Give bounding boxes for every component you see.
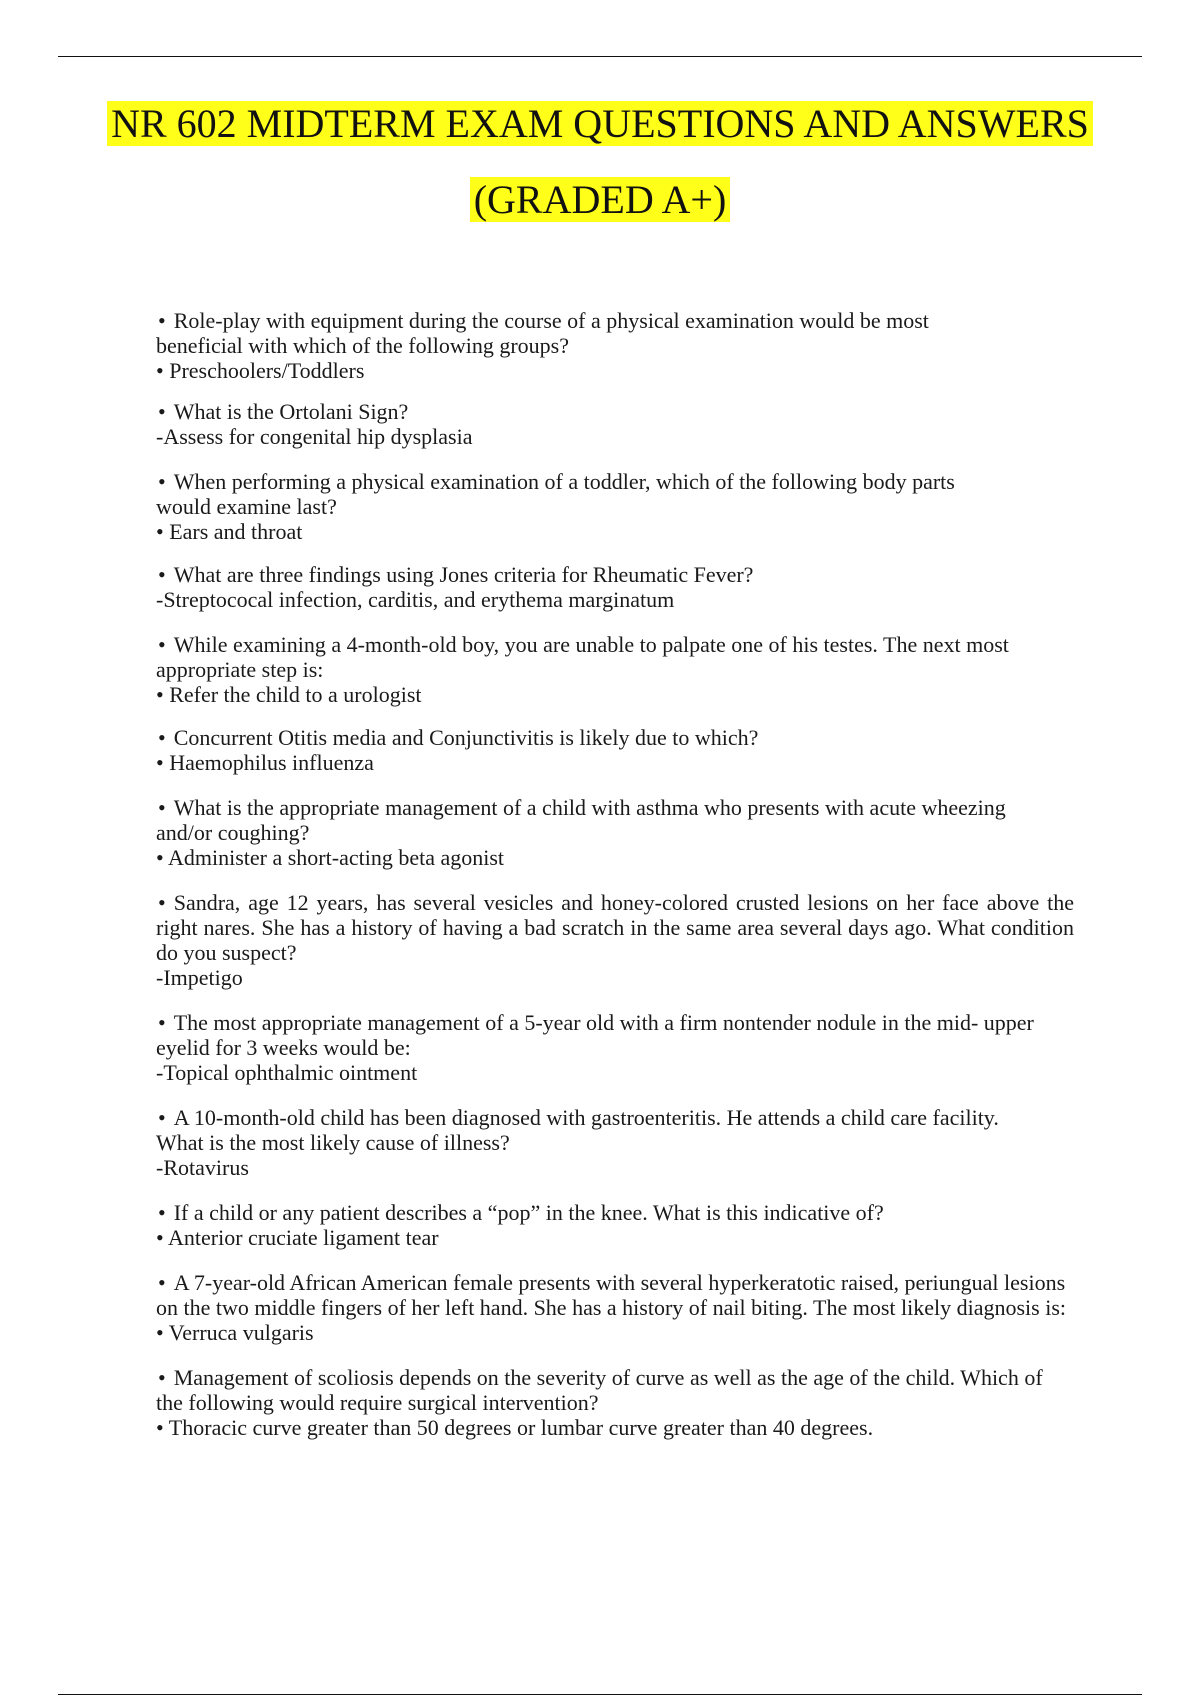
answer: • Ears and throat	[156, 519, 303, 544]
question	[156, 1105, 1036, 1155]
answer: • Thoracic curve greater than 50 degrees or lumbar curve greater than 40 degrees.	[156, 1415, 874, 1440]
bullet: •	[158, 725, 166, 750]
title-line-2	[0, 174, 1200, 226]
top-rule	[58, 56, 1142, 57]
answer: -Streptococal infection, carditis, and erythema marginatum	[156, 587, 675, 612]
bullet: •	[158, 1105, 166, 1130]
question-text: What is the appropriate management of a child with asthma who presents with acute wheezing and/or coughing?	[156, 795, 1006, 845]
qa-item	[156, 469, 986, 544]
answer: • Refer the child to a urologist	[156, 682, 422, 707]
question-text: The most appropriate management of a 5-year old with a firm nontender nodule in the mid- upper eyelid for 3 weeks would be:	[156, 1010, 1034, 1060]
qa-item	[156, 1365, 1074, 1440]
question	[156, 1365, 1074, 1415]
bullet: •	[158, 890, 166, 915]
answer: -Assess for congenital hip dysplasia	[156, 424, 473, 449]
answer: -Rotavirus	[156, 1155, 249, 1180]
question-text: When performing a physical examination of a toddler, which of the following body parts would examine last?	[156, 469, 955, 519]
bullet: •	[158, 632, 166, 657]
question	[156, 795, 1006, 845]
question-text: Concurrent Otitis media and Conjunctivitis is likely due to which?	[173, 725, 759, 750]
bottom-rule	[58, 1694, 1142, 1695]
question-text: Sandra, age 12 years, has several vesicles and honey-colored crusted lesions on her face above the right nares. She has a history of having a bad scratch in the same area several days ago. What condition do you suspect?	[156, 890, 1074, 965]
bullet: •	[158, 562, 166, 587]
title-line-1	[0, 98, 1200, 150]
answer: -Impetigo	[156, 965, 243, 990]
qa-item	[156, 795, 1006, 870]
qa-item	[156, 1270, 1074, 1345]
question-text: A 10-month-old child has been diagnosed with gastroenteritis. He attends a child care facility. What is the most likely cause of illness?	[156, 1105, 999, 1155]
title-text-1: NR 602 MIDTERM EXAM QUESTIONS AND ANSWERS	[107, 101, 1093, 146]
question-text: What is the Ortolani Sign?	[173, 399, 409, 424]
bullet: •	[158, 399, 166, 424]
question	[156, 1010, 1036, 1060]
qa-item	[156, 632, 1056, 707]
qa-item	[156, 1200, 1056, 1250]
bullet: •	[158, 1010, 166, 1035]
answer: • Haemophilus influenza	[156, 750, 374, 775]
question	[156, 632, 1056, 682]
question	[156, 562, 1036, 587]
question	[156, 469, 986, 519]
bullet: •	[158, 795, 166, 820]
question	[156, 890, 1074, 965]
question-text: What are three findings using Jones criteria for Rheumatic Fever?	[173, 562, 754, 587]
answer: -Topical ophthalmic ointment	[156, 1060, 418, 1085]
qa-item	[156, 1105, 1036, 1180]
question-text: Management of scoliosis depends on the severity of curve as well as the age of the child. Which of the following would require surgical intervention?	[156, 1365, 1043, 1415]
document-title	[0, 98, 1200, 226]
question	[156, 725, 1036, 750]
qa-item	[156, 725, 1036, 775]
qa-item	[156, 562, 1036, 612]
title-text-2: (GRADED A+)	[470, 177, 731, 222]
qa-item	[156, 399, 956, 449]
question-text: While examining a 4-month-old boy, you are unable to palpate one of his testes. The next most appropriate step is:	[156, 632, 1009, 682]
question-text: Role-play with equipment during the course of a physical examination would be most beneficial with which of the following groups?	[156, 308, 929, 358]
question	[156, 1200, 1056, 1225]
qa-item	[156, 308, 956, 383]
qa-item	[156, 1010, 1036, 1085]
qa-list	[156, 308, 1076, 1440]
bullet: •	[158, 1200, 166, 1225]
question	[156, 1270, 1074, 1320]
bullet: •	[158, 469, 166, 494]
bullet: •	[158, 1365, 166, 1390]
answer: • Administer a short-acting beta agonist	[156, 845, 505, 870]
question-text: If a child or any patient describes a “pop” in the knee. What is this indicative of?	[173, 1200, 884, 1225]
question	[156, 308, 956, 358]
answer: • Anterior cruciate ligament tear	[156, 1225, 439, 1250]
question-text: A 7-year-old African American female presents with several hyperkeratotic raised, periungual lesions on the two middle fingers of her left hand. She has a history of nail biting. The most likely diagnosis is:	[156, 1270, 1067, 1320]
answer: • Verruca vulgaris	[156, 1320, 314, 1345]
qa-item	[156, 890, 1074, 990]
answer: • Preschoolers/Toddlers	[156, 358, 365, 383]
question	[156, 399, 956, 424]
bullet: •	[158, 308, 166, 333]
bullet: •	[158, 1270, 166, 1295]
